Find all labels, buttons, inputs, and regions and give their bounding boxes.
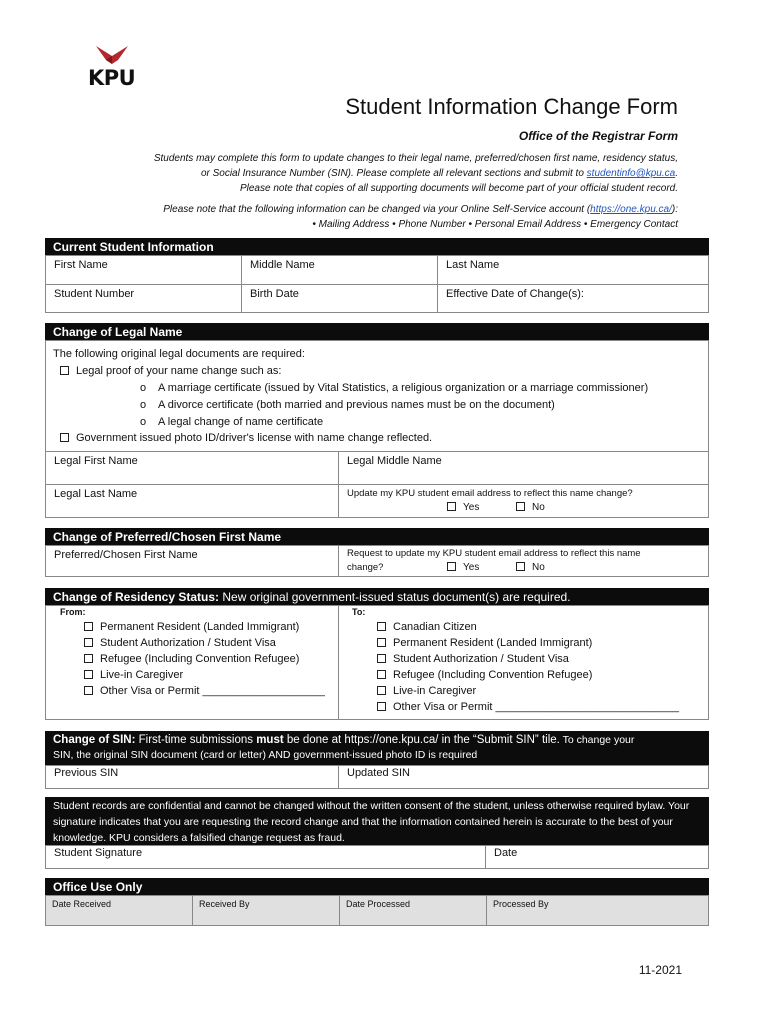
date-processed-field: Date Processed (340, 896, 487, 925)
kpu-logo (88, 44, 140, 92)
legal-email-yes[interactable]: Yes (447, 502, 479, 513)
student-signature-field[interactable]: Student Signature (46, 846, 486, 868)
self-service-link[interactable]: https://one.kpu.ca/ (590, 204, 672, 215)
last-name-field[interactable]: Last Name (438, 256, 708, 285)
residency-option-label: Canadian Citizen (393, 621, 477, 633)
residency-checkbox[interactable] (84, 638, 93, 647)
residency-from-label: From: (60, 607, 86, 617)
residency-option[interactable] (84, 685, 325, 697)
middle-name-field[interactable]: Middle Name (242, 256, 438, 285)
legal-email-no[interactable]: No (516, 502, 545, 513)
residency-checkbox[interactable] (377, 702, 386, 711)
office-use-box (45, 895, 709, 926)
preferred-name-box (45, 545, 709, 577)
legal-email-question: Update my KPU student email address to reflect this name change? (347, 488, 633, 499)
residency-checkbox[interactable] (84, 670, 93, 679)
preferred-name-header: Change of Preferred/Chosen First Name (45, 528, 709, 545)
legal-sub-item: o A divorce certificate (both married and previous names must be on the document) (140, 399, 555, 411)
received-by-field: Received By (193, 896, 340, 925)
residency-option-label: Other Visa or Permit ____________________ (100, 685, 325, 697)
residency-option-label: Live-in Caregiver (393, 685, 477, 697)
residency-checkbox[interactable] (377, 670, 386, 679)
residency-option-label: Refugee (Including Convention Refugee) (393, 669, 593, 681)
residency-checkbox[interactable] (377, 686, 386, 695)
previous-sin-field[interactable]: Previous SIN (46, 766, 339, 788)
legal-name-header: Change of Legal Name (45, 323, 709, 340)
residency-to-label: To: (352, 607, 366, 617)
residency-checkbox[interactable] (84, 654, 93, 663)
legal-sub-item: o A legal change of name certificate (140, 416, 324, 428)
sin-box (45, 765, 709, 789)
residency-option[interactable] (377, 653, 569, 665)
student-number-field[interactable]: Student Number (46, 285, 242, 313)
legal-sub-item: o A marriage certificate (issued by Vital Statistics, a religious organization or a marriage commissioner) (140, 382, 649, 394)
residency-box (45, 605, 709, 720)
residency-option-label: Other Visa or Permit ______________________________ (393, 701, 680, 713)
sin-header: Change of SIN: First-time submissions must be done at https://one.kpu.ca/ in the “Submit SIN” tile. To change your SIN, the original SIN document (card or letter) AND government-issued photo ID is required (45, 731, 709, 765)
email-link[interactable]: studentinfo@kpu.ca (586, 168, 676, 179)
residency-option[interactable] (84, 621, 299, 633)
legal-proof-checkbox[interactable] (60, 366, 69, 375)
photo-id-checkbox[interactable] (60, 433, 69, 442)
residency-option-label: Permanent Resident (Landed Immigrant) (393, 637, 593, 649)
residency-option-label: Refugee (Including Convention Refugee) (100, 653, 300, 665)
legal-middle-name-field[interactable]: Legal Middle Name (339, 451, 708, 485)
legal-first-name-field[interactable]: Legal First Name (46, 451, 339, 485)
residency-option[interactable] (377, 701, 679, 713)
kpu-bird-icon (94, 44, 130, 66)
self-service-note: Please note that the following information can be changed via your Online Self-Service account (https://one.kpu.ca/): • Mailing Address • Phone Number • Personal Email Address • Emergency Contact (163, 204, 678, 230)
residency-checkbox[interactable] (84, 622, 93, 631)
legal-docs-intro: The following original legal documents are required: (53, 348, 305, 360)
form-subtitle: Office of the Registrar Form (518, 129, 678, 143)
consent-notice: Student records are confidential and cannot be changed without the written consent of the student, unless otherwise required bylaw. Your signature indicates that you are requesting the record change and that the information contained herein is accurate to the best of your knowledge. KPU considers a falsified change request as fraud. (45, 797, 709, 845)
first-name-field[interactable]: First Name (46, 256, 242, 285)
residency-option[interactable] (377, 669, 592, 681)
residency-option[interactable] (84, 669, 183, 681)
legal-name-box (45, 340, 709, 518)
residency-option-label: Student Authorization / Student Visa (100, 637, 276, 649)
residency-option[interactable] (377, 621, 477, 633)
preferred-email-question: Request to update my KPU student email address to reflect this name change? (347, 548, 641, 573)
current-info-box (45, 255, 709, 313)
residency-option-label: Student Authorization / Student Visa (393, 653, 569, 665)
form-title: Student Information Change Form (345, 94, 678, 119)
residency-option[interactable] (84, 653, 299, 665)
residency-header: Change of Residency Status: New original government-issued status document(s) are required. (45, 588, 709, 605)
date-received-field: Date Received (46, 896, 193, 925)
office-use-header: Office Use Only (45, 878, 709, 895)
residency-option[interactable] (84, 637, 276, 649)
preferred-email-no[interactable]: No (516, 562, 545, 573)
signature-date-field[interactable]: Date (494, 847, 518, 859)
intro-text: Students may complete this form to update changes to their legal name, preferred/chosen first name, residency status, or Social Insurance Number (SIN). Please complete all relevant sections and submit to studentinfo@kpu.ca. Please note that copies of all supporting documents will become part of your official student record. (153, 153, 678, 194)
preferred-name-field[interactable]: Preferred/Chosen First Name (46, 546, 339, 576)
processed-by-field: Processed By (487, 896, 708, 925)
current-info-header: Current Student Information (45, 238, 709, 255)
residency-checkbox[interactable] (377, 638, 386, 647)
signature-box (45, 845, 709, 869)
logo-text: KPU (88, 66, 136, 90)
residency-checkbox[interactable] (377, 654, 386, 663)
residency-option-label: Permanent Resident (Landed Immigrant) (100, 621, 300, 633)
birth-date-field[interactable]: Birth Date (242, 285, 438, 313)
legal-last-name-field[interactable]: Legal Last Name (46, 485, 339, 518)
residency-option[interactable] (377, 637, 592, 649)
residency-option-label: Live-in Caregiver (100, 669, 184, 681)
residency-checkbox[interactable] (84, 686, 93, 695)
legal-proof-item: Legal proof of your name change such as: (60, 365, 281, 377)
residency-option[interactable] (377, 685, 476, 697)
form-version: 11-2021 (638, 963, 682, 977)
updated-sin-field[interactable]: Updated SIN (347, 767, 410, 779)
effective-date-field[interactable]: Effective Date of Change(s): (446, 288, 584, 300)
preferred-email-yes[interactable]: Yes (447, 562, 479, 573)
residency-checkbox[interactable] (377, 622, 386, 631)
photo-id-item: Government issued photo ID/driver's license with name change reflected. (60, 432, 432, 444)
